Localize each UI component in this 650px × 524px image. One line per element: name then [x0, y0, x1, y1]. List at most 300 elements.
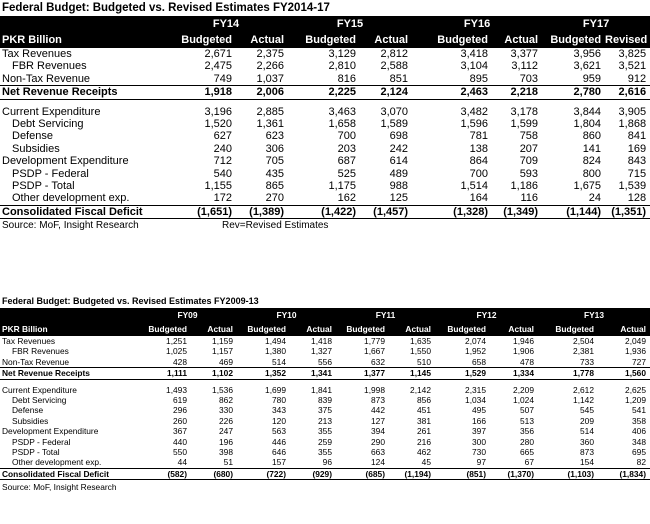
value-cell: (1,328) [412, 205, 492, 218]
value-cell: 3,905 [618, 105, 647, 118]
row-label: Defense [12, 130, 53, 143]
value-cell: 895 [469, 72, 489, 85]
column-header: Actual [490, 322, 538, 336]
value-cell: 623 [265, 130, 285, 143]
value-cell: 154 [580, 457, 594, 468]
value-cell: 851 [389, 72, 409, 85]
table-row [0, 118, 650, 130]
value-cell: 627 [213, 130, 232, 143]
row-label: Tax Revenues [2, 336, 56, 346]
value-cell: 24 [588, 192, 602, 205]
table-row [0, 168, 650, 180]
budget-table-fy2009-13 [0, 294, 650, 494]
value-cell: 1,418 [311, 336, 332, 346]
column-header: Budgeted [412, 32, 492, 48]
value-cell: 51 [223, 457, 233, 468]
value-cell: 166 [472, 415, 486, 426]
value-cell: 758 [519, 130, 539, 143]
table-row [0, 205, 650, 218]
value-cell: 698 [389, 130, 409, 143]
year-header: FY15 [288, 16, 412, 32]
value-cell: 862 [219, 395, 233, 406]
value-cell: 2,074 [465, 336, 486, 346]
value-cell: 300 [472, 436, 486, 447]
column-header: Actual [360, 32, 412, 48]
row-label: FBR Revenues [12, 60, 87, 73]
value-cell: 296 [173, 405, 187, 416]
value-cell: 203 [337, 142, 357, 155]
value-cell: 730 [472, 447, 486, 458]
value-cell: 495 [472, 405, 486, 416]
value-cell: 207 [519, 142, 539, 155]
value-cell: (685) [336, 468, 389, 479]
value-cell: 824 [582, 155, 602, 168]
value-cell: 1,779 [364, 336, 385, 346]
value-cell: 545 [580, 405, 594, 416]
column-header: Budgeted [237, 322, 290, 336]
value-cell: 213 [318, 415, 332, 426]
value-cell: 3,104 [460, 60, 489, 73]
value-cell: 2,812 [380, 48, 409, 60]
value-cell: 164 [469, 192, 489, 205]
table-row [0, 48, 650, 60]
value-cell: 1,377 [336, 368, 389, 379]
value-cell: 1,334 [490, 368, 538, 379]
table-row [0, 60, 650, 72]
value-cell: 507 [520, 405, 534, 416]
value-cell: 514 [580, 426, 594, 437]
value-cell: 2,315 [465, 384, 486, 395]
value-cell: 1,918 [164, 86, 236, 99]
value-cell: 1,560 [598, 368, 650, 379]
value-cell: 2,266 [256, 60, 285, 73]
column-header: Budgeted [288, 32, 360, 48]
source-note [0, 219, 650, 233]
value-cell: 306 [265, 142, 285, 155]
value-cell: 510 [417, 356, 431, 367]
value-cell: 157 [272, 457, 286, 468]
value-cell: 1,804 [573, 118, 602, 131]
value-cell: 3,377 [510, 48, 539, 60]
value-cell: 97 [476, 457, 486, 468]
column-header: Budgeted [138, 322, 191, 336]
value-cell: 563 [272, 426, 286, 437]
value-cell: 3,482 [460, 105, 489, 118]
value-cell: 712 [213, 155, 232, 168]
value-cell: 1,536 [212, 384, 233, 395]
value-cell: 446 [272, 436, 286, 447]
value-cell: 1,596 [460, 118, 489, 131]
value-cell: 428 [173, 356, 187, 367]
value-cell: 290 [371, 436, 385, 447]
value-cell: 3,129 [328, 48, 357, 60]
column-header: Actual [236, 32, 288, 48]
value-cell: 1,341 [290, 368, 336, 379]
row-label: Other development exp. [12, 192, 130, 205]
row-label: Non-Tax Revenue [2, 356, 70, 367]
column-header: Actual [191, 322, 237, 336]
source-note [0, 480, 650, 494]
value-cell: 45 [421, 457, 431, 468]
column-header: Budgeted [336, 322, 389, 336]
value-cell: (1,349) [492, 205, 542, 218]
data-table [0, 16, 650, 219]
value-cell: 1,352 [237, 368, 290, 379]
value-cell: 196 [219, 436, 233, 447]
value-cell: 646 [272, 447, 286, 458]
value-cell: 1,159 [212, 336, 233, 346]
value-cell: 1,251 [166, 336, 187, 346]
value-cell: 632 [371, 356, 385, 367]
value-cell: 124 [371, 457, 385, 468]
value-cell: 2,124 [360, 86, 412, 99]
value-cell: (929) [290, 468, 336, 479]
value-cell: 3,196 [204, 105, 232, 118]
table-row [0, 155, 650, 167]
value-cell: 1,494 [265, 336, 286, 346]
table-row [0, 86, 650, 99]
value-cell: 2,225 [288, 86, 360, 99]
table-row [0, 143, 650, 155]
row-label: PSDP - Total [12, 180, 75, 193]
value-cell: 462 [417, 447, 431, 458]
value-cell: 687 [337, 155, 357, 168]
value-cell: 1,667 [364, 346, 385, 357]
value-cell: 125 [389, 192, 409, 205]
table-row [0, 106, 650, 118]
table-row [0, 73, 650, 86]
value-cell: (1,351) [605, 205, 650, 218]
value-cell: 367 [173, 426, 187, 437]
source-text: Source: MoF, Insight Research [2, 482, 117, 493]
value-cell: 1,550 [410, 346, 431, 357]
year-header: FY13 [538, 308, 650, 322]
value-cell: 2,475 [204, 60, 232, 73]
value-cell: 1,209 [625, 395, 646, 406]
value-cell: 988 [389, 180, 409, 193]
column-header: Budgeted [542, 32, 605, 48]
value-cell: 260 [173, 415, 187, 426]
value-cell: (1,103) [538, 468, 598, 479]
value-cell: (851) [435, 468, 490, 479]
table-row [0, 130, 650, 142]
value-cell: 2,209 [513, 384, 534, 395]
table-row [0, 357, 650, 368]
value-cell: 860 [582, 130, 602, 143]
column-header: Budgeted [538, 322, 598, 336]
table-row [0, 426, 650, 436]
value-cell: 780 [272, 395, 286, 406]
value-cell: 3,621 [573, 60, 602, 73]
value-cell: (1,457) [360, 205, 412, 218]
value-cell: 172 [213, 192, 232, 205]
value-cell: 162 [337, 192, 357, 205]
table-row [0, 405, 650, 415]
value-cell: 841 [627, 130, 647, 143]
value-cell: 270 [265, 192, 285, 205]
value-cell: 398 [219, 447, 233, 458]
value-cell: 1,658 [328, 118, 357, 131]
value-cell: 1,111 [138, 368, 191, 379]
value-cell: 356 [520, 426, 534, 437]
value-cell: 209 [580, 415, 594, 426]
table-row [0, 385, 650, 395]
value-cell: 2,375 [256, 48, 285, 60]
value-cell: 259 [318, 436, 332, 447]
revised-note: Rev=Revised Estimates [222, 220, 329, 232]
value-cell: 226 [219, 415, 233, 426]
unit-label: PKR Billion [0, 322, 138, 336]
value-cell: 381 [417, 415, 431, 426]
value-cell: 700 [469, 167, 489, 180]
value-cell: 540 [213, 167, 232, 180]
table-row [0, 395, 650, 405]
value-cell: 865 [265, 180, 285, 193]
value-cell: 700 [337, 130, 357, 143]
value-cell: 3,844 [573, 105, 602, 118]
value-cell: 541 [632, 405, 646, 416]
value-cell: 360 [580, 436, 594, 447]
year-header: FY11 [336, 308, 435, 322]
table-row [0, 192, 650, 205]
table-title: Federal Budget: Budgeted vs. Revised Estimates FY2009-13 [2, 296, 259, 306]
value-cell: 2,504 [573, 336, 594, 346]
value-cell: 665 [520, 447, 534, 458]
row-label: PSDP - Total [12, 447, 60, 458]
value-cell: 864 [469, 155, 489, 168]
value-cell: 1,589 [380, 118, 409, 131]
column-header: Actual [492, 32, 542, 48]
value-cell: 128 [627, 192, 647, 205]
row-label: Consolidated Fiscal Deficit [0, 205, 164, 218]
row-label: Tax Revenues [2, 48, 72, 60]
value-cell: 442 [371, 405, 385, 416]
value-cell: 3,070 [380, 105, 409, 118]
value-cell: 3,112 [511, 60, 539, 73]
value-cell: 749 [213, 72, 232, 85]
value-cell: 1,699 [265, 384, 286, 395]
value-cell: 1,778 [538, 368, 598, 379]
value-cell: 2,381 [573, 346, 594, 357]
table-row [0, 416, 650, 426]
value-cell: 82 [636, 457, 646, 468]
value-cell: 451 [417, 405, 431, 416]
value-cell: 67 [524, 457, 534, 468]
value-cell: 169 [627, 142, 647, 155]
value-cell: 727 [632, 356, 646, 367]
value-cell: 873 [371, 395, 385, 406]
header-spacer [0, 16, 164, 32]
value-cell: 2,885 [256, 105, 285, 118]
value-cell: 394 [371, 426, 385, 437]
row-label: Defense [12, 405, 44, 416]
value-cell: 44 [177, 457, 187, 468]
value-cell: 695 [632, 447, 646, 458]
value-cell: 478 [520, 356, 534, 367]
value-cell: 1,906 [513, 346, 534, 357]
table-title: Federal Budget: Budgeted vs. Revised Estimates FY2014-17 [2, 2, 330, 14]
value-cell: 1,635 [410, 336, 431, 346]
value-cell: 127 [371, 415, 385, 426]
value-cell: 397 [472, 426, 486, 437]
value-cell: 614 [389, 155, 409, 168]
value-cell: 1,868 [618, 118, 647, 131]
value-cell: 959 [582, 72, 602, 85]
value-cell: 1,175 [328, 180, 357, 193]
value-cell: 1,186 [510, 180, 539, 193]
value-cell: 216 [417, 436, 431, 447]
value-cell: 1,952 [465, 346, 486, 357]
value-cell: (1,370) [490, 468, 538, 479]
value-cell: 375 [318, 405, 332, 416]
value-cell: 1,102 [191, 368, 237, 379]
value-cell: 247 [219, 426, 233, 437]
value-cell: 348 [632, 436, 646, 447]
row-label: Consolidated Fiscal Deficit [0, 468, 138, 479]
table-row [0, 336, 650, 346]
value-cell: 800 [582, 167, 602, 180]
value-cell: 1,361 [256, 118, 285, 131]
value-cell: 733 [580, 356, 594, 367]
row-label: Debt Servicing [12, 395, 67, 406]
row-label: Development Expenditure [2, 426, 99, 437]
value-cell: (722) [237, 468, 290, 479]
column-header: Actual [290, 322, 336, 336]
unit-label: PKR Billion [0, 32, 164, 48]
value-cell: 2,588 [380, 60, 409, 73]
value-cell: 1,380 [265, 346, 286, 357]
value-cell: 2,810 [328, 60, 357, 73]
value-cell: 514 [272, 356, 286, 367]
table-row [0, 346, 650, 356]
value-cell: 141 [582, 142, 602, 155]
value-cell: 1,145 [389, 368, 435, 379]
value-cell: 330 [219, 405, 233, 416]
value-cell: 1,936 [625, 346, 646, 357]
value-cell: 1,327 [311, 346, 332, 357]
value-cell: 138 [469, 142, 489, 155]
row-label: Net Revenue Receipts [0, 86, 164, 99]
row-label: Other development exp. [12, 457, 102, 468]
value-cell: 240 [213, 142, 232, 155]
value-cell: 3,178 [510, 105, 539, 118]
value-cell: 873 [580, 447, 594, 458]
value-cell: 3,418 [460, 48, 489, 60]
value-cell: 1,142 [573, 395, 594, 406]
budget-table-fy2014-17 [0, 0, 650, 233]
value-cell: (1,422) [288, 205, 360, 218]
value-cell: 3,956 [573, 48, 602, 60]
row-label: FBR Revenues [12, 346, 69, 357]
value-cell: 619 [173, 395, 187, 406]
year-header: FY10 [237, 308, 336, 322]
value-cell: 2,049 [625, 336, 646, 346]
value-cell: 1,520 [204, 118, 232, 131]
year-header: FY09 [138, 308, 237, 322]
value-cell: 2,780 [542, 86, 605, 99]
value-cell: 2,463 [412, 86, 492, 99]
value-cell: 489 [389, 167, 409, 180]
year-header: FY16 [412, 16, 542, 32]
value-cell: 2,218 [492, 86, 542, 99]
value-cell: 1,539 [618, 180, 647, 193]
row-label: PSDP - Federal [12, 436, 71, 447]
row-label: Development Expenditure [2, 155, 129, 168]
value-cell: 1,155 [204, 180, 232, 193]
value-cell: 513 [520, 415, 534, 426]
column-header-row [0, 322, 650, 336]
value-cell: 435 [265, 167, 285, 180]
value-cell: 839 [318, 395, 332, 406]
value-cell: 261 [417, 426, 431, 437]
value-cell: 556 [318, 356, 332, 367]
table-row [0, 457, 650, 468]
value-cell: 703 [519, 72, 539, 85]
row-label: Current Expenditure [2, 105, 101, 118]
value-cell: 1,675 [573, 180, 602, 193]
value-cell: 96 [322, 457, 332, 468]
value-cell: 2,612 [573, 384, 594, 395]
value-cell: 705 [265, 155, 285, 168]
value-cell: 242 [389, 142, 409, 155]
value-cell: 1,034 [465, 395, 486, 406]
table-row [0, 180, 650, 192]
row-label: Non-Tax Revenue [2, 72, 91, 85]
column-header-row [0, 32, 650, 48]
value-cell: 355 [318, 447, 332, 458]
value-cell: 406 [632, 426, 646, 437]
value-cell: 658 [472, 356, 486, 367]
value-cell: 1,841 [311, 384, 332, 395]
value-cell: (1,144) [542, 205, 605, 218]
value-cell: 1,998 [364, 384, 385, 395]
value-cell: 525 [337, 167, 357, 180]
value-cell: 120 [272, 415, 286, 426]
year-header: FY12 [435, 308, 538, 322]
value-cell: 912 [627, 72, 647, 85]
row-label: Subsidies [12, 415, 49, 426]
value-cell: 856 [417, 395, 431, 406]
value-cell: 781 [469, 130, 489, 143]
value-cell: 843 [627, 155, 647, 168]
year-header: FY14 [164, 16, 288, 32]
column-header: Revised [605, 32, 650, 48]
source-text: Source: MoF, Insight Research [2, 220, 139, 232]
value-cell: 1,529 [435, 368, 490, 379]
column-header: Budgeted [435, 322, 490, 336]
column-header: Budgeted [164, 32, 236, 48]
value-cell: 2,616 [605, 86, 650, 99]
row-label: PSDP - Federal [12, 167, 89, 180]
value-cell: 3,825 [618, 48, 647, 60]
table-row [0, 437, 650, 447]
value-cell: 715 [627, 167, 647, 180]
row-label: Subsidies [12, 142, 60, 155]
value-cell: 2,006 [236, 86, 288, 99]
value-cell: 593 [519, 167, 539, 180]
value-cell: 116 [520, 192, 539, 205]
value-cell: (1,389) [236, 205, 288, 218]
year-header-row [0, 16, 650, 32]
value-cell: (680) [191, 468, 237, 479]
row-label: Current Expenditure [2, 384, 77, 395]
year-header: FY17 [542, 16, 650, 32]
value-cell: 663 [371, 447, 385, 458]
data-table [0, 308, 650, 480]
value-cell: 2,671 [204, 48, 232, 60]
value-cell: (1,651) [164, 205, 236, 218]
value-cell: 1,493 [166, 384, 187, 395]
